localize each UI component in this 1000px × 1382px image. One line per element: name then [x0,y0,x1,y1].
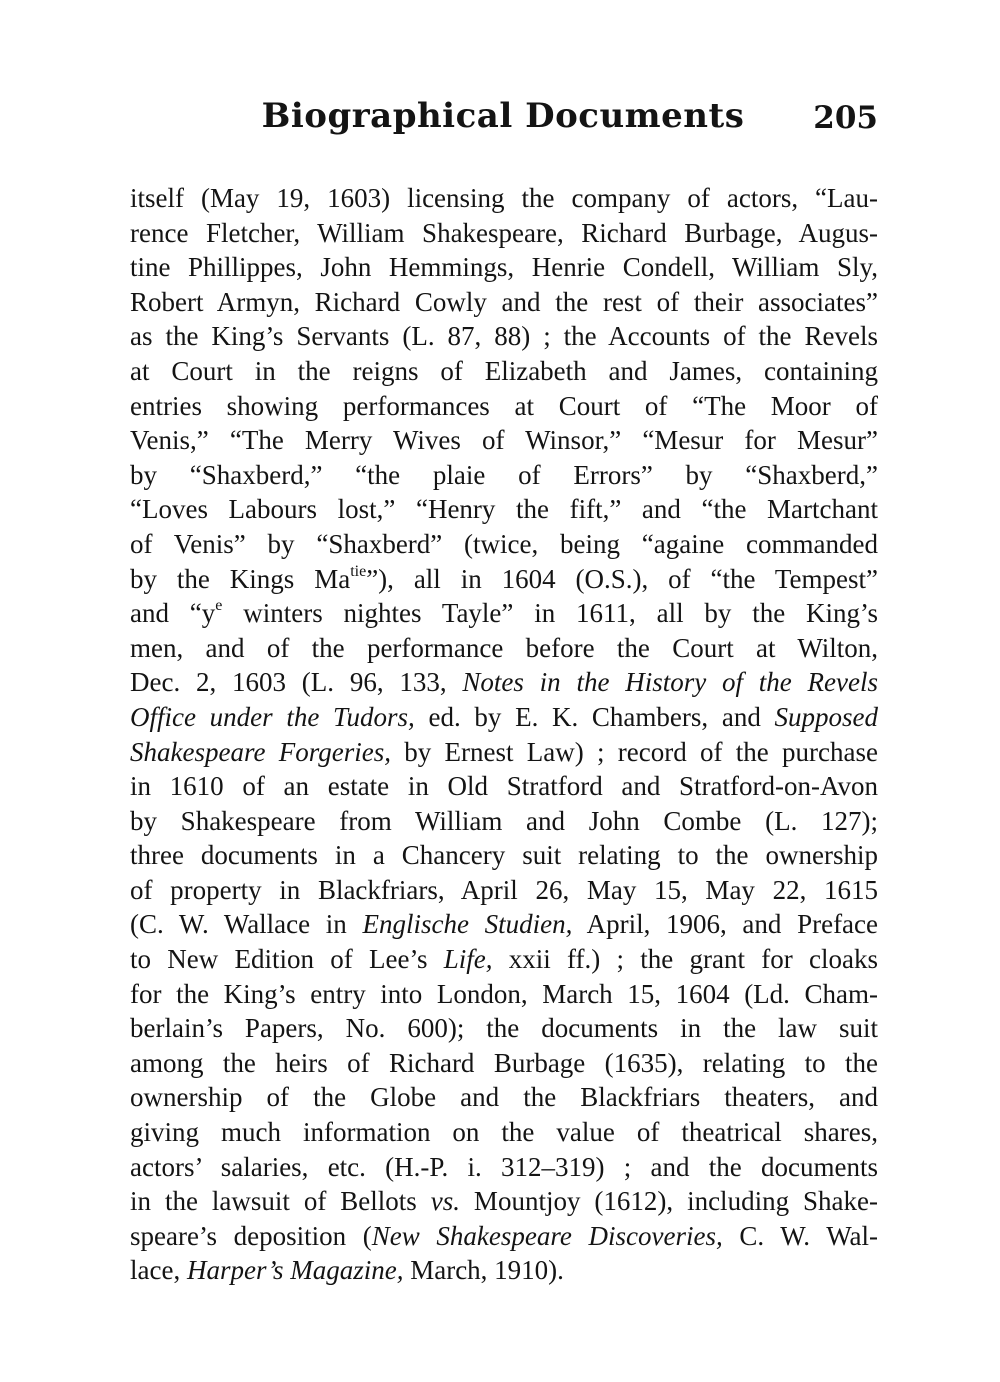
text-run: for the King’s entry into London, March 15, 1604 (Ld. Cham- [130,978,878,1009]
text-run: lace, [130,1255,187,1286]
text-line [130,1253,878,1288]
text-run: Venis,” “The Merry Wives of Winsor,” “Mesur for Mesur” [130,425,878,456]
text-run: among the heirs of Richard Burbage (1635), relating to the [130,1047,878,1078]
text-run: by Ernest Law) ; record of the purchase [390,736,878,767]
italic-run: Shakespeare Forgeries, [130,736,391,767]
text-run: berlain’s Papers, No. 600); the documents in the law suit [130,1013,878,1044]
text-run: xxii ff.) ; the grant for cloaks [492,944,878,975]
text-run: (C. W. Wallace in [130,909,363,940]
text-run: rence Fletcher, William Shakespeare, Richard Burbage, Augus- [130,217,878,248]
text-line [130,804,878,839]
text-run: in 1610 of an estate in Old Stratford and Stratford-on-Avon [130,771,878,802]
text-line [130,527,878,562]
text-run: speare’s deposition ( [130,1220,372,1251]
body-paragraph [130,181,878,1288]
italic-run: Supposed [774,701,879,732]
text-run: of property in Blackfriars, April 26, May 15, May 22, 1615 [130,874,878,905]
superscript-run: tie [350,562,367,580]
text-run: Dec. 2, 1603 (L. 96, 133, [130,667,463,698]
italic-run: Notes in the History of the Revels [462,667,878,698]
text-line [130,735,878,770]
italic-run: Office under the Tudors, [130,701,415,732]
text-run: ed. by E. K. Chambers, and [414,701,775,732]
text-line [130,458,878,493]
text-run: April, 1906, and Preface [572,909,879,940]
text-line [130,942,878,977]
italic-run: New Shakespeare Discoveries, [371,1220,723,1251]
text-run: and “y [130,598,216,629]
italic-run: Harper’s Magazine, [186,1255,404,1286]
text-line [130,181,878,216]
text-run: tine Phillippes, John Hemmings, Henrie Condell, William Sly, [130,252,878,283]
text-line [130,873,878,908]
running-head [128,96,878,156]
text-line [130,1046,878,1081]
text-line [130,354,878,389]
text-run: by Shakespeare from William and John Combe (L. 127); [130,805,878,836]
text-run: Mountjoy (1612), including Shake- [459,1186,878,1217]
text-line [130,423,878,458]
text-line [130,492,878,527]
text-line [130,216,878,251]
text-line [130,907,878,942]
text-run: by the Kings Ma [130,563,351,594]
text-run: as the King’s Servants (L. 87, 88) ; the Accounts of the Revels [130,321,878,352]
text-run: of Venis” by “Shaxberd” (twice, being “againe commanded [130,528,878,559]
text-run: in the lawsuit of Bellots [130,1186,431,1217]
text-run: C. W. Wal- [722,1220,878,1251]
text-run: to New Edition of Lee’s [130,944,444,975]
text-line [130,1184,878,1219]
italic-run: vs. [430,1186,460,1217]
text-line [130,665,878,700]
page-number: 205 [813,100,878,136]
text-line [130,250,878,285]
italic-run: Life, [443,944,493,975]
text-run: by “Shaxberd,” “the plaie of Errors” by “Shaxberd,” [130,459,878,490]
text-run: men, and of the performance before the Court at Wilton, [130,632,878,663]
text-line [130,977,878,1012]
text-line [130,1219,878,1254]
text-run: itself (May 19, 1603) licensing the company of actors, “Lau- [130,183,878,213]
text-run: ”), all in 1604 (O.S.), of “the Tempest” [366,563,878,594]
superscript-run: e [215,597,223,615]
text-line [130,319,878,354]
text-line [130,562,878,597]
text-line [130,1011,878,1046]
text-run: ownership of the Globe and the Blackfriars theaters, and [130,1082,878,1113]
text-line [130,389,878,424]
text-line [130,838,878,873]
text-line [130,1115,878,1150]
running-title: Biographical Documents [261,96,745,136]
text-run: winters nightes Tayle” in 1611, all by the King’s [222,598,879,629]
italic-run: Englische Studien, [362,909,573,940]
text-line [130,769,878,804]
text-run: three documents in a Chancery suit relating to the ownership [130,840,878,871]
text-run: Robert Armyn, Richard Cowly and the rest of their associates” [130,286,878,317]
text-line [130,285,878,320]
text-run: at Court in the reigns of Elizabeth and James, containing [130,355,878,386]
text-line [130,631,878,666]
text-line [130,596,878,631]
text-line [130,1080,878,1115]
text-run: “Loves Labours lost,” “Henry the fift,” and “the Martchant [130,494,878,525]
text-line [130,1150,878,1185]
text-run: entries showing performances at Court of “The Moor of [130,390,878,421]
text-run: actors’ salaries, etc. (H.-P. i. 312–319) ; and the documents [130,1151,878,1182]
text-run: giving much information on the value of theatrical shares, [130,1117,878,1148]
text-line [130,700,878,735]
text-run: March, 1910). [403,1255,564,1286]
